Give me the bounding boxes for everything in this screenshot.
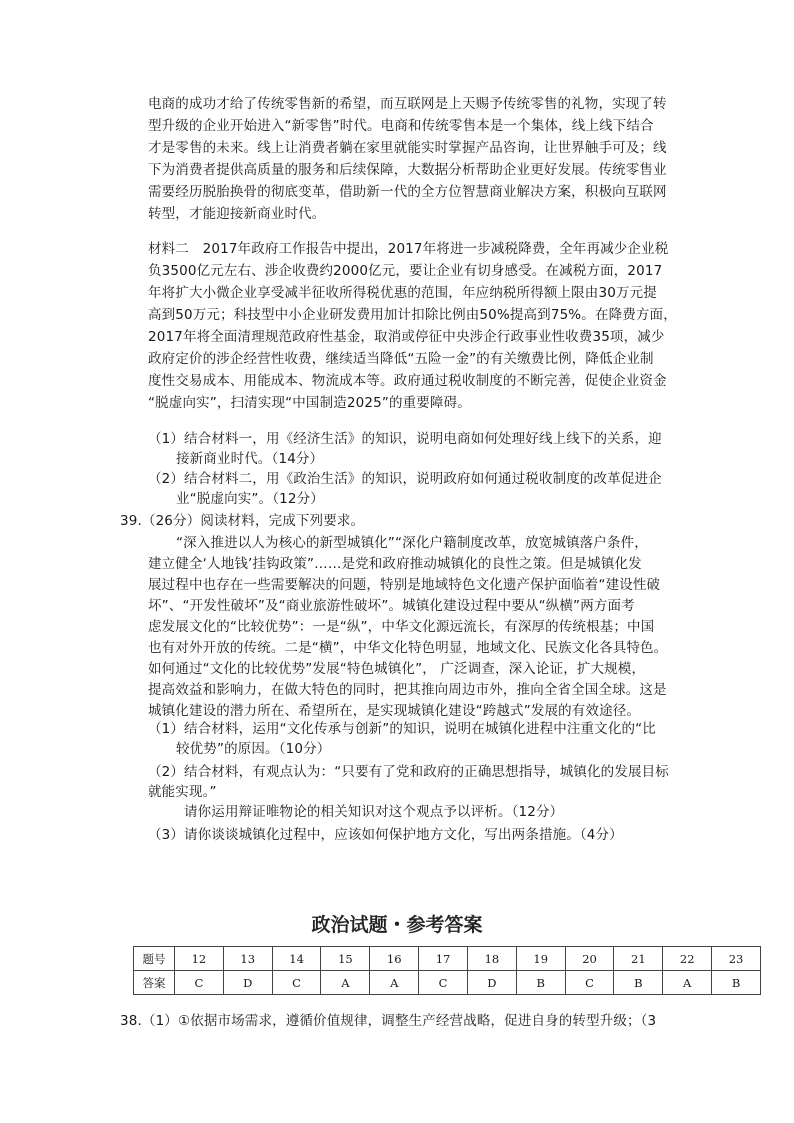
- question-item: （1）结合材料一，用《经济生活》的知识，说明电商如何处理好线上线下的关系，迎: [148, 431, 662, 447]
- text-line: 展过程中也存在一些需要解决的问题，特别是地域特色文化遗产保护面临着“建设性破: [148, 577, 661, 593]
- table-cell: 22: [663, 947, 712, 971]
- text-line: 提高效益和影响力，在做大特色的同时，把其推向周边市外，推向全省全国全球。这是: [148, 682, 667, 698]
- table-row-numbers: [134, 947, 761, 971]
- answers-title: 政治试题・参考答案: [311, 914, 483, 936]
- text-line: 年将扩大小微企业享受减半征收所得税优惠的范围，年应纳税所得额上限由30万元提: [148, 285, 657, 301]
- question-item-continuation: 接新商业时代。（14分）: [176, 451, 324, 467]
- table-row-label: 题号: [134, 947, 175, 971]
- text-line: 政府定价的涉企经营性收费，继续适当降低“五险一金”的有关缴费比例，降低企业制: [148, 351, 654, 367]
- text-line: 负3500亿元左右、涉企收费约2000亿元，要让企业有切身感受。在减税方面，2017: [148, 263, 663, 279]
- table-cell: C: [175, 971, 224, 995]
- question-item: （2）结合材料，有观点认为：“只要有了党和政府的正确思想指导，城镇化的发展目标: [148, 764, 669, 780]
- table-cell: 20: [565, 947, 614, 971]
- table-cell: 14: [272, 947, 321, 971]
- table-cell: 19: [516, 947, 565, 971]
- text-line: 虑发展文化的“比较优势”：一是“纵”，中华文化源远流长，有深厚的传统根基；中国: [148, 619, 655, 635]
- text-line: 转型，才能迎接新商业时代。: [148, 206, 326, 222]
- table-cell: 15: [321, 947, 370, 971]
- table-cell: 13: [223, 947, 272, 971]
- question-item-continuation: 就能实现。”: [148, 784, 217, 800]
- table-cell: C: [419, 971, 468, 995]
- answer-table: [133, 946, 761, 995]
- question-item: （3）请你谈谈城镇化过程中，应该如何保护地方文化，写出两条措施。（4分）: [148, 827, 623, 843]
- table-cell: B: [516, 971, 565, 995]
- table-cell: C: [272, 971, 321, 995]
- question-item-continuation: 较优势”的原因。（10分）: [176, 741, 331, 757]
- question-item-continuation: 业“脱虚向实”。（12分）: [176, 491, 324, 507]
- table-cell: D: [467, 971, 516, 995]
- question-item: （1）结合材料，运用“文化传承与创新”的知识，说明在城镇化进程中注重文化的“比: [148, 721, 656, 737]
- text-line: 需要经历脱胎换骨的彻底变革，借助新一代的全方位智慧商业解决方案，积极向互联网: [148, 184, 667, 200]
- text-line: 城镇化建设的潜力所在、希望所在，是实现城镇化建设“跨越式”发展的有效途径。: [148, 703, 641, 719]
- table-cell: C: [565, 971, 614, 995]
- text-line: 才是零售的未来。线上让消费者躺在家里就能实时掌握产品咨询，让世界触手可及；线: [148, 140, 667, 156]
- question-item-instruction: 请你运用辩证唯物论的相关知识对这个观点予以评析。（12分）: [184, 804, 564, 820]
- question-item: （2）结合材料二，用《政治生活》的知识，说明政府如何通过税收制度的改革促进企: [148, 471, 662, 487]
- text-line: 2017年将全面清理规范政府性基金，取消或停征中央涉企行政事业性收费35项，减少: [148, 329, 665, 345]
- text-line: 建立健全‘人地钱’挂钩政策”……是党和政府推动城镇化的良性之策。但是城镇化发: [148, 556, 642, 572]
- text-line: 也有对外开放的传统。二是“横”，中华文化特色明显，地域文化、民族文化各具特色。: [148, 640, 668, 656]
- text-line: 度性交易成本、用能成本、物流成本等。政府通过税收制度的不断完善，促使企业资金: [148, 373, 667, 389]
- text-line: 电商的成功才给了传统零售新的希望，而互联网是上天赐予传统零售的礼物，实现了转: [148, 96, 667, 112]
- text-line: 材料二 2017年政府工作报告中提出，2017年将进一步减税降费，全年再减少企业税: [148, 241, 669, 257]
- table-row-answers: [134, 971, 761, 995]
- table-cell: 16: [370, 947, 419, 971]
- text-line: 型升级的企业开始进入“新零售”时代。电商和传统零售本是一个集体，线上线下结合: [148, 118, 654, 134]
- table-cell: B: [614, 971, 663, 995]
- table-row-label: 答案: [134, 971, 175, 995]
- answer-38-line: 38.（1）①依据市场需求，遵循价值规律，调整生产经营战略，促进自身的转型升级；（3: [120, 1013, 657, 1029]
- text-line: “脱虚向实”，扫清实现“中国制造2025”的重要障碍。: [148, 395, 471, 411]
- table-cell: A: [321, 971, 370, 995]
- table-cell: B: [712, 971, 761, 995]
- table-cell: 17: [419, 947, 468, 971]
- table-cell: 18: [467, 947, 516, 971]
- table-cell: 23: [712, 947, 761, 971]
- text-line: 坏”、“开发性破坏”及“商业旅游性破坏”。城镇化建设过程中要从“纵横”两方面考: [148, 598, 635, 614]
- text-line: “深入推进以人为核心的新型城镇化”“深化户籍制度改革，放宽城镇落户条件，: [176, 535, 648, 551]
- text-line: 高到50万元；科技型中小企业研发费用加计扣除比例由50%提高到75%。在降费方面，: [148, 307, 677, 323]
- text-line: 如何通过“文化的比较优势”发展“特色城镇化”， 广泛调查，深入论证，扩大规模，: [148, 661, 646, 677]
- table-cell: 12: [175, 947, 224, 971]
- table-cell: A: [370, 971, 419, 995]
- question-39-header: 39.（26分）阅读材料，完成下列要求。: [120, 513, 365, 529]
- table-cell: A: [663, 971, 712, 995]
- table-cell: 21: [614, 947, 663, 971]
- table-cell: D: [223, 971, 272, 995]
- text-line: 下为消费者提供高质量的服务和后续保障，大数据分析帮助企业更好发展。传统零售业: [148, 162, 667, 178]
